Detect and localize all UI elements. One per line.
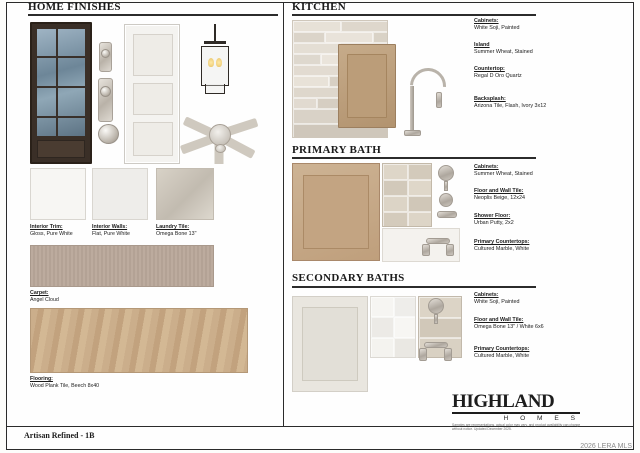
label-kitchen-backsplash-value: Arizona Tile, Flash, Ivory 3x12 bbox=[474, 103, 547, 110]
interior-door-panel-bottom bbox=[133, 122, 173, 156]
handleset-knob bbox=[100, 86, 111, 97]
secondary-faucet-handle-left bbox=[419, 348, 427, 361]
section-title-secondary-baths: SECONDARY BATHS bbox=[292, 272, 405, 284]
lantern-bulb-left bbox=[208, 58, 214, 67]
label-kitchen-countertop-heading: Countertop: bbox=[474, 66, 505, 72]
label-primary-floor-wall-tile-value: Neoplis Beige, 12x24 bbox=[474, 195, 525, 202]
secondary-shower-head bbox=[428, 298, 444, 314]
label-secondary-cabinets-value: White Soji, Painted bbox=[474, 299, 520, 306]
label-kitchen-backsplash bbox=[474, 96, 592, 111]
secondary-bath-cabinet-sample bbox=[292, 296, 368, 392]
kitchen-island-cabinet-sample bbox=[338, 44, 396, 128]
label-secondary-cabinets bbox=[474, 292, 592, 307]
secondary-lav-faucet bbox=[416, 336, 462, 368]
door-mullion-horizontal-2 bbox=[37, 86, 88, 88]
door-mullion-horizontal-3 bbox=[37, 116, 88, 118]
pendant-canopy bbox=[204, 41, 226, 44]
plan-name-footer: Artisan Refined - 1B bbox=[24, 431, 95, 440]
label-primary-countertops bbox=[474, 239, 592, 254]
section-title-kitchen: KITCHEN bbox=[292, 1, 347, 13]
secondary-cabinet-inner-panel bbox=[302, 307, 358, 381]
label-kitchen-cabinets-heading: Cabinets: bbox=[474, 18, 499, 24]
label-flooring-heading: Flooring: bbox=[30, 376, 53, 382]
ceiling-fan-image bbox=[176, 104, 262, 164]
label-secondary-cabinets-heading: Cabinets: bbox=[474, 292, 499, 298]
secondary-shower-head-image bbox=[420, 296, 456, 332]
fan-motor-housing bbox=[209, 124, 231, 146]
swatch-interior-trim bbox=[30, 168, 86, 220]
label-primary-countertops-value: Cultured Marble, White bbox=[474, 246, 530, 253]
label-interior-trim-value: Gloss, Pure White bbox=[30, 231, 73, 237]
label-kitchen-island-value: Summer Wheat, Stained bbox=[474, 49, 533, 56]
label-kitchen-countertop bbox=[474, 66, 589, 81]
door-glass bbox=[37, 29, 85, 136]
secondary-faucet-spout bbox=[424, 342, 448, 348]
logo-rule bbox=[452, 412, 580, 414]
label-primary-floor-wall-tile bbox=[474, 188, 592, 203]
front-door-image bbox=[30, 22, 92, 164]
label-carpet-heading: Carpet: bbox=[30, 290, 49, 296]
interior-door-panel-mid bbox=[133, 83, 173, 115]
shower-valve-trim bbox=[439, 193, 453, 207]
label-primary-countertops-heading: Primary Countertops: bbox=[474, 239, 530, 245]
label-primary-shower-floor-heading: Shower Floor: bbox=[474, 213, 511, 219]
label-secondary-floor-wall-tile-value: Omega Bone 13" / White 6x6 bbox=[474, 324, 544, 331]
faucet-handle-right bbox=[446, 244, 454, 256]
label-kitchen-cabinets-value: White Soji, Painted bbox=[474, 25, 520, 32]
door-mullion-vertical bbox=[56, 29, 58, 139]
label-flooring-value: Wood Plank Tile, Beech 8x40 bbox=[30, 383, 100, 389]
deadbolt-thumbturn bbox=[101, 49, 110, 58]
lantern-cage bbox=[201, 46, 229, 86]
lantern-bulb-right bbox=[216, 58, 222, 67]
faucet-column bbox=[410, 86, 414, 132]
primary-shower-fixtures bbox=[432, 163, 464, 229]
label-primary-shower-floor bbox=[474, 213, 592, 228]
label-laundry-tile-heading: Laundry Tile: bbox=[156, 224, 190, 230]
faucet-handle-left bbox=[422, 244, 430, 256]
label-secondary-countertops bbox=[474, 346, 592, 361]
label-interior-walls-value: Flat, Pure White bbox=[92, 231, 130, 237]
label-carpet bbox=[30, 290, 59, 304]
faucet-sprayhead bbox=[436, 92, 442, 108]
label-secondary-floor-wall-tile bbox=[474, 317, 596, 332]
interior-door-panel-top bbox=[133, 34, 173, 76]
section-title-home-finishes: HOME FINISHES bbox=[28, 1, 121, 13]
label-kitchen-cabinets bbox=[474, 18, 589, 33]
logo-wordmark: HIGHLAND bbox=[452, 391, 555, 412]
shower-arm bbox=[444, 181, 448, 191]
door-mullion-horizontal-1 bbox=[37, 56, 88, 58]
pendant-rod bbox=[214, 24, 216, 42]
interior-door-image bbox=[124, 24, 180, 164]
label-carpet-value: Angel Cloud bbox=[30, 297, 59, 303]
label-interior-walls-heading: Interior Walls: bbox=[92, 224, 128, 230]
label-laundry-tile-value: Omega Bone 13" bbox=[156, 231, 197, 237]
swatch-carpet bbox=[30, 245, 214, 287]
lantern-pendant-image bbox=[190, 24, 240, 114]
label-flooring bbox=[30, 376, 99, 390]
secondary-shower-arm bbox=[434, 314, 438, 324]
primary-bath-cabinet-sample bbox=[292, 163, 380, 261]
section-rule-secondary-baths bbox=[292, 286, 536, 288]
interior-door-knob bbox=[98, 124, 119, 144]
secondary-faucet-handle-right bbox=[444, 348, 452, 361]
section-rule-primary-bath bbox=[292, 157, 536, 159]
handleset-plate bbox=[98, 78, 113, 122]
label-kitchen-island-heading: Island bbox=[474, 42, 490, 48]
primary-lav-faucet bbox=[420, 232, 464, 262]
section-rule-kitchen bbox=[292, 14, 536, 16]
label-primary-cabinets bbox=[474, 164, 592, 179]
label-kitchen-backsplash-heading: Backsplash: bbox=[474, 96, 506, 102]
label-primary-floor-wall-tile-heading: Floor and Wall Tile: bbox=[474, 188, 524, 194]
label-secondary-countertops-heading: Primary Countertops: bbox=[474, 346, 530, 352]
cabinet-door-inner-panel bbox=[347, 54, 387, 118]
swatch-flooring bbox=[30, 308, 248, 373]
kitchen-faucet-image bbox=[400, 62, 456, 140]
tub-spout bbox=[437, 211, 457, 218]
label-secondary-floor-wall-tile-heading: Floor and Wall Tile: bbox=[474, 317, 524, 323]
door-kick-panel bbox=[37, 140, 85, 158]
label-interior-trim-heading: Interior Trim: bbox=[30, 224, 63, 230]
label-primary-cabinets-heading: Cabinets: bbox=[474, 164, 499, 170]
primary-cabinet-inner-panel bbox=[303, 175, 369, 249]
swatch-laundry-tile bbox=[156, 168, 214, 220]
section-title-primary-bath: PRIMARY BATH bbox=[292, 144, 382, 156]
swatch-interior-walls bbox=[92, 168, 148, 220]
label-secondary-countertops-value: Cultured Marble, White bbox=[474, 353, 530, 360]
mls-watermark: 2026 LERA MLS bbox=[580, 443, 632, 450]
fan-light-kit bbox=[215, 144, 226, 153]
label-laundry-tile bbox=[156, 224, 196, 238]
secondary-bath-white-tile-sample bbox=[370, 296, 416, 358]
logo-subtext: H O M E S bbox=[503, 414, 580, 422]
faucet-spout bbox=[426, 238, 450, 244]
label-primary-shower-floor-value: Urban Putty, 2x2 bbox=[474, 220, 514, 227]
label-kitchen-island bbox=[474, 42, 589, 57]
label-kitchen-countertop-value: Regal D Oro Quartz bbox=[474, 73, 522, 80]
primary-bath-wall-tile-sample bbox=[382, 163, 432, 227]
label-interior-trim bbox=[30, 224, 73, 238]
label-interior-walls bbox=[92, 224, 130, 238]
door-handleset-image bbox=[96, 40, 122, 145]
column-divider bbox=[283, 2, 284, 426]
faucet-base bbox=[404, 130, 421, 136]
shower-head bbox=[438, 165, 454, 181]
section-rule-home-finishes bbox=[28, 14, 278, 16]
highland-homes-logo bbox=[452, 392, 580, 420]
lantern-base bbox=[205, 84, 225, 94]
label-primary-cabinets-value: Summer Wheat, Stained bbox=[474, 171, 533, 178]
legal-disclaimer: Samples are representations, actual color may vary, and product availability can change without notice. Updated December 2025. bbox=[452, 423, 581, 432]
